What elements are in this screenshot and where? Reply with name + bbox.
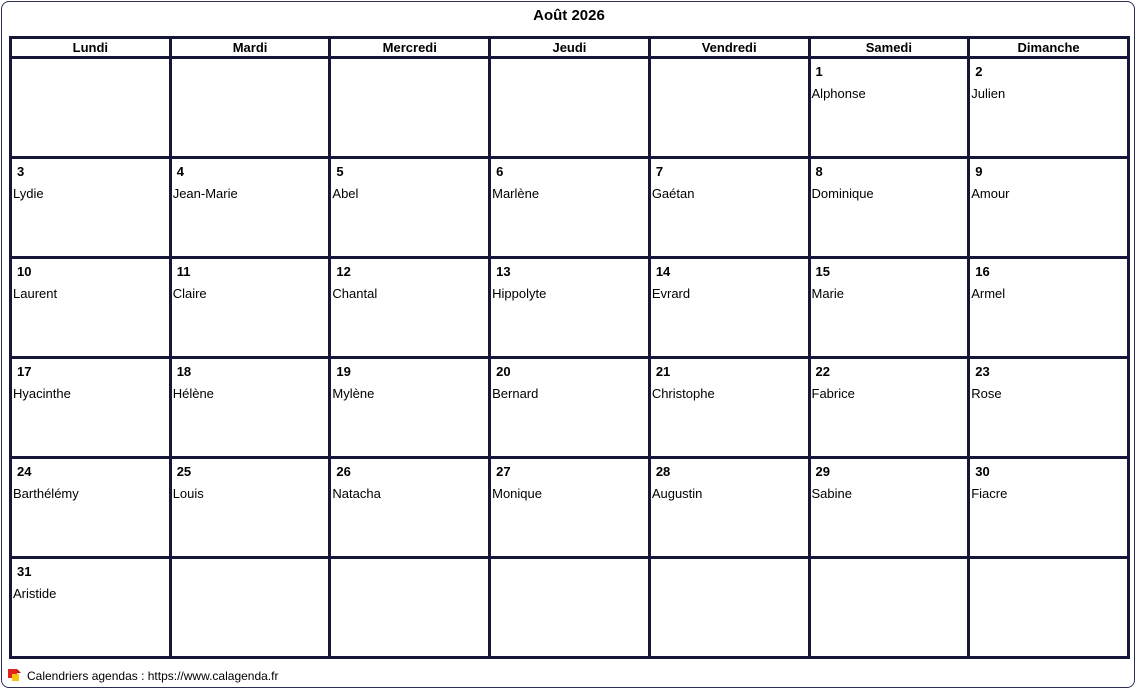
- empty-day-cell: [330, 58, 490, 158]
- empty-day-cell: [490, 58, 650, 158]
- day-number: 24: [17, 464, 32, 479]
- weekday-header-row: [11, 38, 1129, 58]
- day-cell: [969, 258, 1129, 358]
- weekday-header: Jeudi: [490, 38, 650, 58]
- day-cell: [649, 158, 809, 258]
- day-cell: [969, 458, 1129, 558]
- empty-day-cell: [490, 558, 650, 658]
- day-cell: [11, 558, 171, 658]
- saint-name: Monique: [492, 486, 542, 501]
- saint-name: Mylène: [332, 386, 375, 401]
- day-cell: [11, 458, 171, 558]
- empty-day-cell: [170, 558, 330, 658]
- saint-name: Abel: [332, 186, 359, 201]
- day-number: 1: [815, 64, 823, 79]
- saint-name: Armel: [971, 286, 1006, 301]
- empty-day-cell: [330, 558, 490, 658]
- day-cell: [11, 358, 171, 458]
- day-number: 13: [496, 264, 511, 279]
- day-cell: [330, 158, 490, 258]
- saint-name: Christophe: [651, 386, 715, 401]
- saint-name: Natacha: [332, 486, 381, 501]
- week-row: [11, 258, 1129, 358]
- day-number: 23: [975, 364, 990, 379]
- day-cell: [330, 258, 490, 358]
- day-cell: [649, 258, 809, 358]
- day-cell: [809, 458, 969, 558]
- empty-day-cell: [969, 558, 1129, 658]
- day-number: 15: [815, 264, 830, 279]
- week-row: [11, 158, 1129, 258]
- saint-name: Bernard: [492, 386, 539, 401]
- empty-day-cell: [649, 558, 809, 658]
- day-cell: [649, 358, 809, 458]
- calendar-title: Août 2026: [533, 7, 605, 24]
- saint-name: Augustin: [651, 486, 703, 501]
- day-cell: [11, 158, 171, 258]
- saint-name: Laurent: [13, 286, 58, 301]
- empty-day-cell: [809, 558, 969, 658]
- saint-name: Claire: [172, 286, 207, 301]
- day-cell: [490, 258, 650, 358]
- saint-name: Jean-Marie: [172, 186, 238, 201]
- week-row: [11, 58, 1129, 158]
- weekday-header: Mercredi: [330, 38, 490, 58]
- day-cell: [11, 258, 171, 358]
- day-cell: [809, 58, 969, 158]
- day-cell: [170, 258, 330, 358]
- saint-name: Chantal: [332, 286, 378, 301]
- day-cell: [490, 358, 650, 458]
- day-number: 16: [975, 264, 990, 279]
- saint-name: Hippolyte: [492, 286, 547, 301]
- day-number: 2: [975, 64, 983, 79]
- saint-name: Hyacinthe: [13, 386, 71, 401]
- day-cell: [969, 58, 1129, 158]
- day-number: 29: [815, 464, 830, 479]
- weekday-header: Mardi: [170, 38, 330, 58]
- day-cell: [330, 358, 490, 458]
- calendar-grid: [9, 36, 1130, 659]
- saint-name: Gaétan: [651, 186, 695, 201]
- day-cell: [170, 158, 330, 258]
- weekday-header: Lundi: [11, 38, 171, 58]
- day-number: 12: [336, 264, 351, 279]
- weekday-header: Vendredi: [649, 38, 809, 58]
- day-number: 20: [496, 364, 511, 379]
- day-cell: [170, 358, 330, 458]
- saint-name: Fiacre: [971, 486, 1008, 501]
- day-number: 25: [176, 464, 192, 479]
- day-number: 26: [336, 464, 351, 479]
- week-row: [11, 558, 1129, 658]
- week-row: [11, 458, 1129, 558]
- saint-name: Aristide: [13, 586, 57, 601]
- day-number: 8: [815, 164, 823, 179]
- saint-name: Fabrice: [811, 386, 855, 401]
- day-number: 14: [655, 264, 671, 279]
- day-cell: [649, 458, 809, 558]
- day-cell: [809, 358, 969, 458]
- saint-name: Amour: [971, 186, 1010, 201]
- empty-day-cell: [11, 58, 171, 158]
- day-cell: [969, 158, 1129, 258]
- day-number: 31: [17, 564, 32, 579]
- day-cell: [490, 458, 650, 558]
- saint-name: Louis: [172, 486, 204, 501]
- week-row: [11, 358, 1129, 458]
- day-number: 22: [815, 364, 830, 379]
- saint-name: Rose: [971, 386, 1002, 401]
- saint-name: Alphonse: [811, 86, 866, 101]
- day-number: 17: [17, 364, 32, 379]
- saint-name: Dominique: [811, 186, 874, 201]
- saint-name: Marie: [811, 286, 845, 301]
- day-cell: [170, 458, 330, 558]
- day-number: 9: [975, 164, 983, 179]
- day-cell: [809, 158, 969, 258]
- saint-name: Sabine: [811, 486, 852, 501]
- day-number: 3: [17, 164, 25, 179]
- saint-name: Evrard: [651, 286, 691, 301]
- day-number: 4: [176, 164, 184, 179]
- day-number: 7: [655, 164, 664, 179]
- saint-name: Lydie: [13, 186, 44, 201]
- saint-name: Barthélémy: [13, 486, 79, 501]
- day-number: 5: [336, 164, 344, 179]
- calagenda-logo-icon: [8, 669, 21, 683]
- day-number: 6: [496, 164, 504, 179]
- saint-name: Julien: [971, 86, 1006, 101]
- day-number: 21: [655, 364, 671, 379]
- day-number: 10: [17, 264, 32, 279]
- footer-text: Calendriers agendas : https://www.calagenda.fr: [27, 669, 279, 683]
- saint-name: Hélène: [172, 386, 214, 401]
- day-number: 28: [655, 464, 671, 479]
- day-number: 11: [176, 264, 191, 279]
- day-number: 30: [975, 464, 990, 479]
- saint-name: Marlène: [492, 186, 540, 201]
- day-number: 18: [176, 364, 192, 379]
- day-number: 27: [496, 464, 511, 479]
- empty-day-cell: [649, 58, 809, 158]
- weekday-header: Samedi: [809, 38, 969, 58]
- footer: [8, 667, 278, 685]
- weekday-header: Dimanche: [969, 38, 1129, 58]
- day-cell: [330, 458, 490, 558]
- day-cell: [809, 258, 969, 358]
- day-number: 19: [336, 364, 351, 379]
- empty-day-cell: [170, 58, 330, 158]
- day-cell: [490, 158, 650, 258]
- day-cell: [969, 358, 1129, 458]
